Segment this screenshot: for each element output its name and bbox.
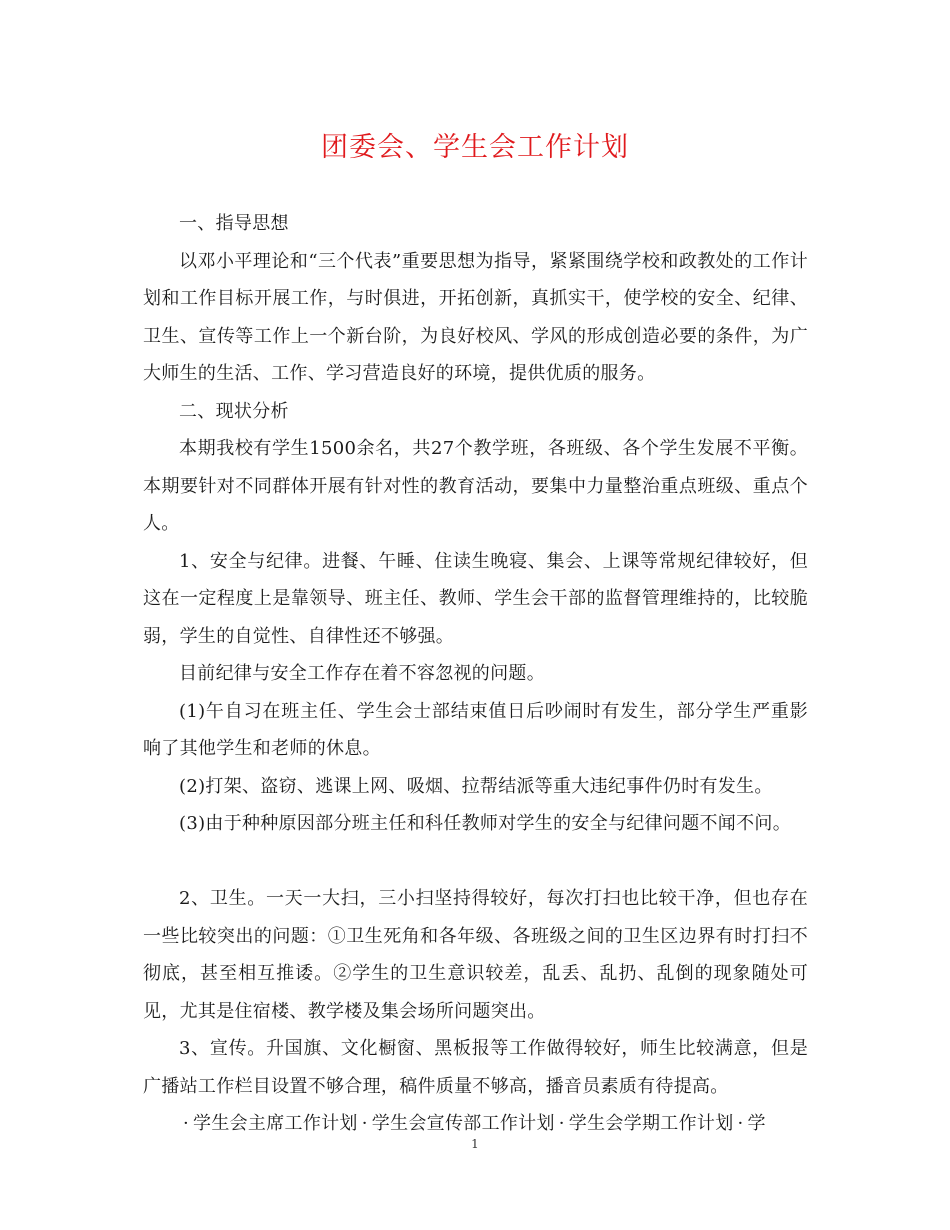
paragraph-issue-3: (3)由于种种原因部分班主任和科任教师对学生的安全与纪律问题不闻不问。: [179, 813, 791, 834]
link-student-union-chair-plan[interactable]: 学生会主席工作计划: [193, 1113, 358, 1134]
link-publicity-dept-plan[interactable]: 学生会宣传部工作计划: [371, 1113, 555, 1134]
paragraph-hygiene: 2、卫生。一天一大扫，三小扫坚持得较好，每次打扫也比较干净，但也存在一些比较突出的问题：①卫生死角和各年级、各班级之间的卫生区边界有时打扫不彻底，甚至相互推诿。②学生的卫生意识较差，乱丢、乱扔、乱倒的现象随处可见，尤其是住宿楼、教学楼及集会场所问题突出。: [143, 888, 808, 1022]
heading-guiding-ideology: 一、指导思想: [179, 213, 289, 234]
paragraph-publicity: 3、宣传。升国旗、文化橱窗、黑板报等工作做得较好，师生比较满意，但是广播站工作栏目设置不够合理，稿件质量不够高，播音员素质有待提高。: [143, 1038, 808, 1097]
link-bullet: ·: [183, 1113, 190, 1134]
paragraph-discipline-issues: 目前纪律与安全工作存在着不容忽视的问题。: [179, 663, 545, 684]
heading-status-analysis: 二、现状分析: [179, 400, 289, 422]
page-number: 1: [471, 1137, 479, 1151]
blank-line: [143, 843, 808, 881]
paragraph-safety-discipline: 1、安全与纪律。进餐、午睡、住读生晚寝、集会、上课等常规纪律较好，但这在一定程度上是靠领导、班主任、教师、学生会干部的监督管理维持的，比较脆弱，学生的自觉性、自律性还不够强。: [143, 550, 808, 647]
link-bullet: ·: [737, 1113, 744, 1134]
paragraph-issue-2: (2)打架、盗窃、逃课上网、吸烟、拉帮结派等重大违纪事件仍时有发生。: [179, 775, 773, 797]
paragraph-issue-1: (1)午自习在班主任、学生会士部结束值日后吵闹时有发生，部分学生严重影响了其他学生和老师的休息。: [143, 700, 808, 759]
document-body: [143, 205, 808, 1143]
link-bullet: ·: [558, 1113, 565, 1134]
paragraph-guiding-ideology: 以邓小平理论和“三个代表”重要思想为指导，紧紧围绕学校和政教处的工作计划和工作目标开展工作，与时俱进，开拓创新，真抓实干，使学校的安全、纪律、卫生、宣传等工作上一个新台阶，为良好校风、学风的形成创造必要的条件，为广大师生的生活、工作、学习营造良好的环境，提供优质的服务。: [143, 250, 808, 384]
paragraph-status-overview: 本期我校有学生1500余名，共27个教学班，各班级、各个学生发展不平衡。本期要针对不同群体开展有针对性的教育活动，要集中力量整治重点班级、重点个人。: [143, 438, 808, 534]
document-title: 团委会、学生会工作计划: [321, 132, 629, 163]
link-truncated[interactable]: 学: [747, 1113, 766, 1134]
link-bullet: ·: [361, 1113, 368, 1134]
link-semester-plan[interactable]: 学生会学期工作计划: [568, 1113, 734, 1134]
